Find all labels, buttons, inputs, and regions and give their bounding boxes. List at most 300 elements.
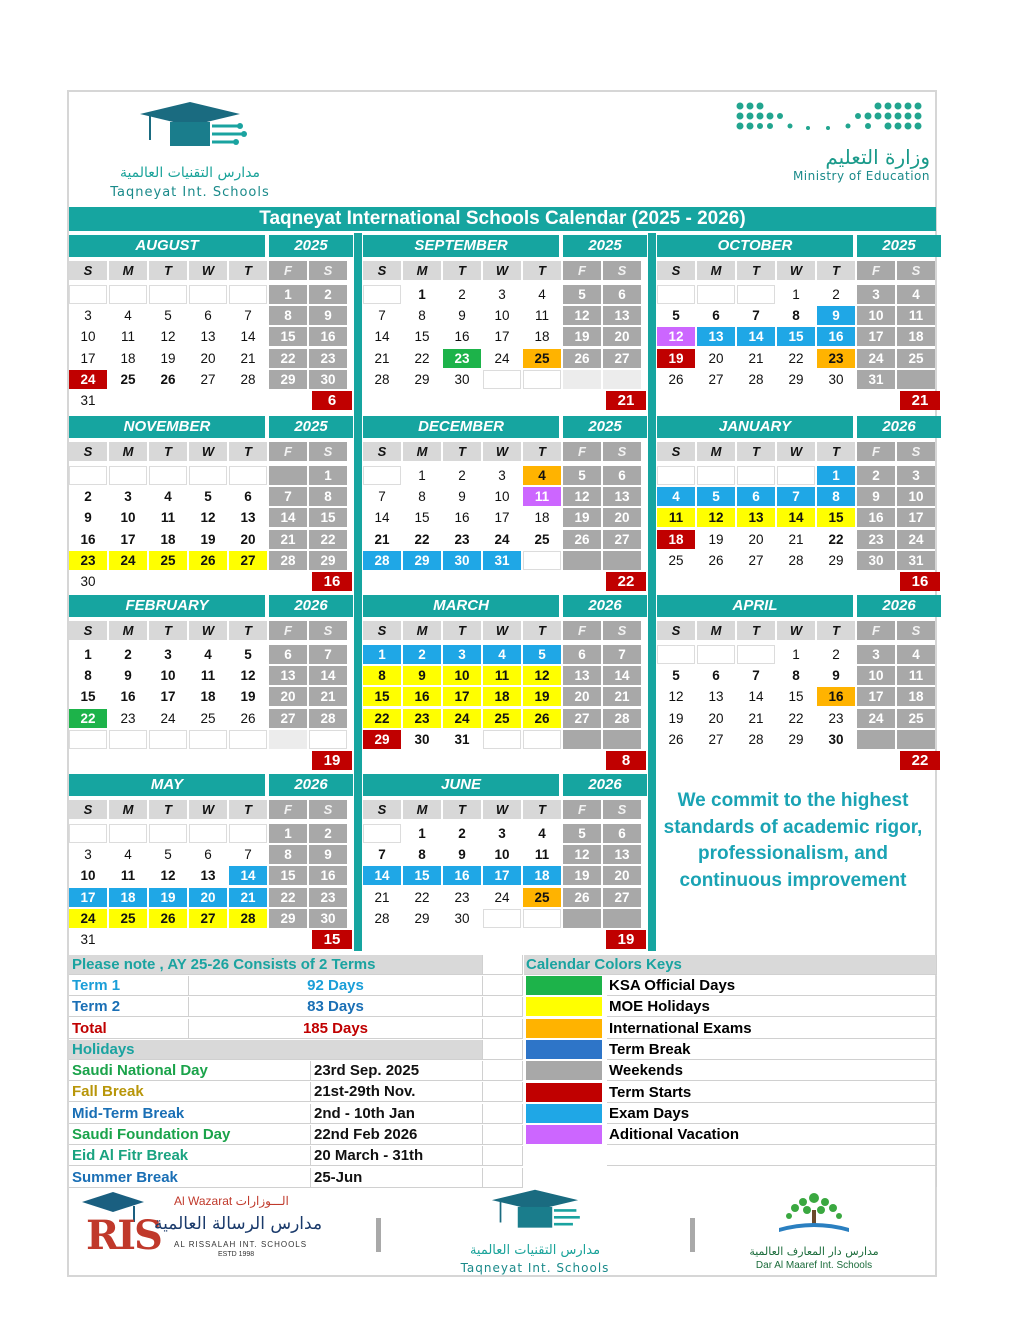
- day-cell: 9: [403, 666, 441, 685]
- day-cell: 20: [603, 866, 641, 885]
- month-year: 2026: [857, 595, 941, 617]
- day-cell: 1: [269, 285, 307, 304]
- day-cell: 18: [657, 530, 695, 549]
- day-cell: 4: [897, 285, 935, 304]
- day-cell: [697, 466, 735, 485]
- day-cell: 20: [603, 327, 641, 346]
- day-cell: 28: [229, 909, 267, 928]
- day-cell: 15: [817, 508, 855, 527]
- day-cell: 3: [124, 489, 132, 505]
- day-cell: 7: [309, 645, 347, 664]
- day-cell: 11: [120, 868, 136, 884]
- day-header: T: [443, 261, 481, 280]
- day-header: W: [189, 442, 227, 461]
- term-label: Term 1: [69, 976, 189, 996]
- month-december: [363, 416, 647, 590]
- holidays-heading-row: [69, 1040, 524, 1060]
- day-header: W: [777, 621, 815, 640]
- rissalah-top-text: Al Wazarat الـــوزارات: [174, 1194, 289, 1208]
- day-cell: 14: [269, 508, 307, 527]
- day-cell: 17: [160, 689, 176, 705]
- day-cell: 24: [494, 350, 510, 366]
- month-year: 2026: [857, 416, 941, 438]
- day-cell: 19: [240, 689, 256, 705]
- day-header: T: [523, 800, 561, 819]
- day-cell: [737, 285, 775, 304]
- day-cell: 4: [538, 826, 546, 841]
- day-header: T: [149, 261, 187, 280]
- day-cell: 25: [534, 531, 550, 547]
- graduation-cap-icon: [480, 1188, 590, 1238]
- day-header: S: [309, 442, 347, 461]
- day-cell: 29: [414, 371, 430, 387]
- day-cell: 27: [603, 349, 641, 368]
- day-cell: 11: [160, 510, 176, 526]
- day-cell: 22: [788, 710, 804, 726]
- holiday-date: 22nd Feb 2026: [311, 1125, 483, 1145]
- day-cell: 20: [269, 687, 307, 706]
- day-cell: 14: [603, 666, 641, 685]
- day-cell: 4: [204, 647, 212, 662]
- day-cell: 12: [523, 666, 561, 685]
- day-cell: 28: [309, 709, 347, 728]
- day-cell: 11: [523, 487, 561, 506]
- day-cell: [657, 466, 695, 485]
- day-cell: [109, 824, 147, 843]
- day-cell: 3: [498, 826, 506, 841]
- day-cell: 9: [124, 668, 132, 684]
- day-cell: [109, 730, 147, 749]
- color-key-label: International Exams: [607, 1019, 937, 1039]
- day-cell: 6: [204, 847, 212, 863]
- day-cell: 26: [563, 888, 601, 907]
- holiday-date: 23rd Sep. 2025: [311, 1061, 483, 1081]
- day-cell: 19: [563, 866, 601, 885]
- day-cell: 7: [752, 668, 760, 684]
- day-cell: [523, 730, 561, 749]
- day-cell: 15: [777, 327, 815, 346]
- month-name: MARCH: [363, 595, 559, 617]
- month-header: [657, 416, 941, 438]
- day-cell: 20: [603, 508, 641, 527]
- day-cell: 10: [857, 306, 895, 325]
- color-key-label: MOE Holidays: [607, 997, 937, 1017]
- color-swatch: [526, 1125, 602, 1144]
- day-cell: 7: [378, 308, 386, 324]
- day-cell: [697, 645, 735, 664]
- month-total-days: 22: [900, 751, 940, 770]
- day-cell: 25: [523, 888, 561, 907]
- taqneyat-footer-logo: [420, 1188, 650, 1273]
- day-cell: [149, 824, 187, 843]
- day-cell: 7: [244, 308, 252, 324]
- day-cell: 17: [857, 687, 895, 706]
- day-cell: 11: [897, 306, 935, 325]
- day-cell: 18: [109, 888, 147, 907]
- day-cell: 25: [668, 552, 684, 568]
- day-cell: 3: [498, 468, 506, 483]
- day-cell: 4: [124, 847, 132, 863]
- day-header: M: [403, 261, 441, 280]
- day-cell: 16: [309, 327, 347, 346]
- color-swatch: [526, 1019, 602, 1038]
- day-cell: 26: [523, 709, 561, 728]
- month-total-days: 6: [312, 391, 352, 410]
- day-cell: [149, 730, 187, 749]
- day-header: S: [363, 261, 401, 280]
- day-cell: 3: [84, 847, 92, 863]
- day-cell: 24: [857, 709, 895, 728]
- day-cell: 19: [708, 531, 724, 547]
- day-header: S: [69, 261, 107, 280]
- day-cell: 30: [80, 574, 96, 589]
- day-header: S: [657, 261, 695, 280]
- day-header: F: [857, 261, 895, 280]
- holiday-row: [69, 1061, 524, 1081]
- day-cell: 14: [374, 329, 390, 345]
- day-cell: 27: [200, 371, 216, 387]
- color-key-label: Exam Days: [607, 1104, 937, 1124]
- day-cell: [737, 466, 775, 485]
- color-keys-heading: Calendar Colors Keys: [524, 955, 937, 975]
- day-cell: 17: [120, 531, 136, 547]
- day-cell: 14: [777, 508, 815, 527]
- day-cell: 2: [832, 287, 840, 302]
- month-june: [363, 774, 647, 948]
- day-cell: [563, 370, 601, 389]
- day-cell: 12: [697, 508, 735, 527]
- day-header: T: [443, 621, 481, 640]
- day-cell: 4: [657, 487, 695, 506]
- ministry-logo-english: Ministry of Education: [792, 169, 930, 183]
- day-header: S: [657, 621, 695, 640]
- day-cell: 13: [603, 845, 641, 864]
- day-cell: 9: [817, 306, 855, 325]
- day-header: T: [229, 261, 267, 280]
- day-cell: 28: [363, 551, 401, 570]
- holiday-row: [69, 1104, 524, 1124]
- day-header: S: [69, 442, 107, 461]
- day-cell: 18: [534, 510, 550, 526]
- day-cell: [737, 645, 775, 664]
- day-cell: 13: [563, 666, 601, 685]
- day-cell: 8: [817, 487, 855, 506]
- day-cell: [69, 466, 107, 485]
- day-cell: 24: [160, 710, 176, 726]
- term-value: 92 Days: [189, 976, 483, 996]
- day-cell: 12: [668, 689, 684, 705]
- day-header: S: [363, 621, 401, 640]
- day-cell: 26: [240, 710, 256, 726]
- color-swatch: [526, 1040, 602, 1059]
- day-cell: 20: [200, 350, 216, 366]
- day-header: S: [897, 261, 935, 280]
- day-header: S: [69, 621, 107, 640]
- day-cell: 14: [229, 866, 267, 885]
- month-february: [69, 595, 353, 769]
- day-cell: 14: [363, 866, 401, 885]
- day-cell: 23: [69, 551, 107, 570]
- month-name: NOVEMBER: [69, 416, 265, 438]
- day-header: M: [697, 621, 735, 640]
- month-total-days: 19: [606, 930, 646, 949]
- day-cell: 8: [792, 668, 800, 684]
- day-cell: 24: [897, 530, 935, 549]
- day-cell: 3: [857, 285, 895, 304]
- day-cell: 17: [494, 329, 510, 345]
- day-header: F: [269, 800, 307, 819]
- day-cell: [857, 730, 895, 749]
- month-january: [657, 416, 941, 590]
- month-total-days: 16: [312, 572, 352, 591]
- empty-cell: [483, 955, 523, 975]
- day-cell: 30: [454, 910, 470, 926]
- day-cell: 23: [817, 349, 855, 368]
- rissalah-arabic: مدارس الرسالة العالمية: [154, 1214, 323, 1234]
- commitment-statement: We commit to the highest standards of academic rigor, professionalism, and continuous improvement: [663, 790, 923, 891]
- day-header: S: [897, 442, 935, 461]
- day-header: S: [309, 800, 347, 819]
- day-cell: 5: [563, 285, 601, 304]
- day-cell: 26: [668, 371, 684, 387]
- term-label: Total: [69, 1019, 189, 1039]
- day-cell: 8: [418, 489, 426, 505]
- month-year: 2026: [269, 774, 353, 796]
- day-cell: 15: [414, 329, 430, 345]
- taqneyat-footer-english: Taqneyat Int. Schools: [460, 1261, 610, 1275]
- day-cell: 5: [523, 645, 561, 664]
- day-cell: 16: [454, 510, 470, 526]
- day-cell: 26: [708, 552, 724, 568]
- day-cell: 14: [240, 329, 256, 345]
- day-cell: 17: [443, 687, 481, 706]
- day-cell: 13: [200, 329, 216, 345]
- day-cell: 27: [603, 530, 641, 549]
- day-cell: 20: [189, 888, 227, 907]
- day-cell: [309, 730, 347, 749]
- day-cell: 21: [603, 687, 641, 706]
- day-cell: 16: [454, 329, 470, 345]
- month-march: [363, 595, 647, 769]
- month-total-days: 15: [312, 930, 352, 949]
- month-year: 2025: [269, 416, 353, 438]
- day-cell: [603, 909, 641, 928]
- day-cell: 20: [708, 350, 724, 366]
- day-cell: 7: [378, 489, 386, 505]
- day-cell: 30: [454, 371, 470, 387]
- day-header: F: [269, 442, 307, 461]
- day-cell: 22: [414, 531, 430, 547]
- day-cell: 23: [454, 889, 470, 905]
- month-august: [69, 235, 353, 409]
- holiday-label: Fall Break: [69, 1082, 311, 1102]
- day-cell: 15: [269, 327, 307, 346]
- color-key-label: Weekends: [607, 1061, 937, 1081]
- day-header: S: [363, 442, 401, 461]
- day-cell: 9: [832, 668, 840, 684]
- day-cell: 4: [164, 489, 172, 505]
- day-cell: [777, 466, 815, 485]
- day-cell: 10: [897, 487, 935, 506]
- day-cell: 16: [443, 866, 481, 885]
- day-header: F: [563, 442, 601, 461]
- day-header: F: [269, 261, 307, 280]
- day-cell: [897, 370, 935, 389]
- day-cell: 23: [403, 709, 441, 728]
- day-cell: 21: [788, 531, 804, 547]
- empty-cell: [483, 1061, 523, 1081]
- day-cell: 22: [828, 531, 844, 547]
- day-cell: [69, 730, 107, 749]
- day-header: W: [483, 800, 521, 819]
- day-cell: 5: [672, 668, 680, 684]
- empty-cell: [483, 1146, 523, 1166]
- color-key-label: Term Starts: [607, 1083, 937, 1103]
- rissalah-english: AL RISSALAH INT. SCHOOLS: [174, 1240, 308, 1249]
- day-cell: 27: [708, 371, 724, 387]
- empty-key-row: [607, 1167, 937, 1187]
- month-year: 2026: [563, 595, 647, 617]
- day-cell: 13: [697, 327, 735, 346]
- month-year: 2025: [269, 235, 353, 257]
- day-cell: [483, 370, 521, 389]
- day-header: M: [109, 800, 147, 819]
- day-cell: 1: [792, 287, 800, 302]
- day-cell: 27: [189, 909, 227, 928]
- day-cell: [363, 466, 401, 485]
- day-cell: 15: [309, 508, 347, 527]
- day-cell: 2: [403, 645, 441, 664]
- day-cell: 12: [160, 868, 176, 884]
- month-total-days: 21: [606, 391, 646, 410]
- day-cell: 1: [84, 647, 92, 662]
- empty-key-row: [607, 1146, 937, 1166]
- day-cell: 5: [697, 487, 735, 506]
- color-swatch: [526, 1104, 602, 1123]
- day-cell: 25: [120, 371, 136, 387]
- day-cell: 6: [712, 668, 720, 684]
- month-name: MAY: [69, 774, 265, 796]
- day-cell: 30: [828, 371, 844, 387]
- day-cell: 20: [708, 710, 724, 726]
- day-cell: 6: [244, 489, 252, 505]
- day-cell: 9: [458, 489, 466, 505]
- day-header: S: [897, 621, 935, 640]
- month-header: [657, 595, 941, 617]
- month-november: [69, 416, 353, 590]
- taqneyat-logo-arabic: مدارس التقنيات العالمية: [119, 165, 261, 181]
- day-cell: [563, 909, 601, 928]
- empty-cell: [483, 997, 523, 1017]
- holiday-row: [69, 1168, 524, 1188]
- day-cell: 7: [378, 847, 386, 863]
- day-cell: 6: [737, 487, 775, 506]
- day-cell: 28: [603, 709, 641, 728]
- day-cell: [603, 370, 641, 389]
- day-cell: 26: [160, 371, 176, 387]
- column-separator: [354, 233, 362, 951]
- graduation-cap-icon: [130, 100, 250, 158]
- day-cell: [109, 466, 147, 485]
- day-cell: 28: [748, 371, 764, 387]
- day-cell: [229, 466, 267, 485]
- holiday-row: [69, 1125, 524, 1145]
- day-cell: 4: [523, 466, 561, 485]
- day-cell: 19: [563, 327, 601, 346]
- day-header: S: [363, 800, 401, 819]
- color-swatch: [526, 1083, 602, 1102]
- day-cell: 30: [828, 731, 844, 747]
- holiday-label: Mid-Term Break: [69, 1104, 311, 1124]
- month-name: SEPTEMBER: [363, 235, 559, 257]
- day-cell: [189, 730, 227, 749]
- day-cell: 29: [788, 371, 804, 387]
- day-cell: 13: [708, 689, 724, 705]
- day-cell: 1: [418, 826, 426, 841]
- day-cell: 4: [538, 287, 546, 302]
- day-cell: 1: [309, 466, 347, 485]
- day-cell: [523, 551, 561, 570]
- day-cell: 27: [563, 709, 601, 728]
- day-cell: 12: [657, 327, 695, 346]
- dar-almaaref-english: Dar Al Maaref Int. Schools: [755, 1260, 873, 1271]
- day-cell: 8: [363, 666, 401, 685]
- day-header: T: [523, 261, 561, 280]
- holiday-label: Saudi National Day: [69, 1061, 311, 1081]
- day-header: F: [269, 621, 307, 640]
- day-cell: 25: [109, 909, 147, 928]
- day-cell: [897, 730, 935, 749]
- day-cell: 16: [817, 327, 855, 346]
- day-header: W: [189, 621, 227, 640]
- holiday-row: [69, 1082, 524, 1102]
- day-header: F: [563, 621, 601, 640]
- day-header: T: [817, 261, 855, 280]
- day-cell: 31: [80, 932, 96, 947]
- day-header: T: [443, 442, 481, 461]
- day-cell: 16: [857, 508, 895, 527]
- day-cell: 15: [269, 866, 307, 885]
- day-cell: 18: [160, 531, 176, 547]
- day-cell: 24: [109, 551, 147, 570]
- day-cell: 23: [454, 531, 470, 547]
- footer-separator: [690, 1218, 695, 1252]
- day-cell: 2: [832, 647, 840, 662]
- day-cell: 3: [897, 466, 935, 485]
- day-cell: 8: [269, 306, 307, 325]
- holiday-label: Summer Break: [69, 1168, 311, 1188]
- day-cell: 25: [200, 710, 216, 726]
- day-cell: 5: [164, 847, 172, 863]
- day-cell: 21: [374, 889, 390, 905]
- day-cell: 29: [269, 370, 307, 389]
- day-cell: 28: [374, 371, 390, 387]
- day-cell: 9: [309, 845, 347, 864]
- month-name: DECEMBER: [363, 416, 559, 438]
- day-cell: [149, 285, 187, 304]
- day-cell: [149, 466, 187, 485]
- day-cell: 18: [200, 689, 216, 705]
- month-name: APRIL: [657, 595, 853, 617]
- day-header: T: [229, 442, 267, 461]
- day-cell: 29: [403, 551, 441, 570]
- day-cell: 12: [240, 668, 256, 684]
- day-header: T: [229, 800, 267, 819]
- month-header: [69, 774, 353, 796]
- dar-almaaref-arabic: مدارس دار المعارف العالمية: [749, 1245, 879, 1258]
- day-cell: [363, 824, 401, 843]
- day-cell: 2: [124, 647, 132, 662]
